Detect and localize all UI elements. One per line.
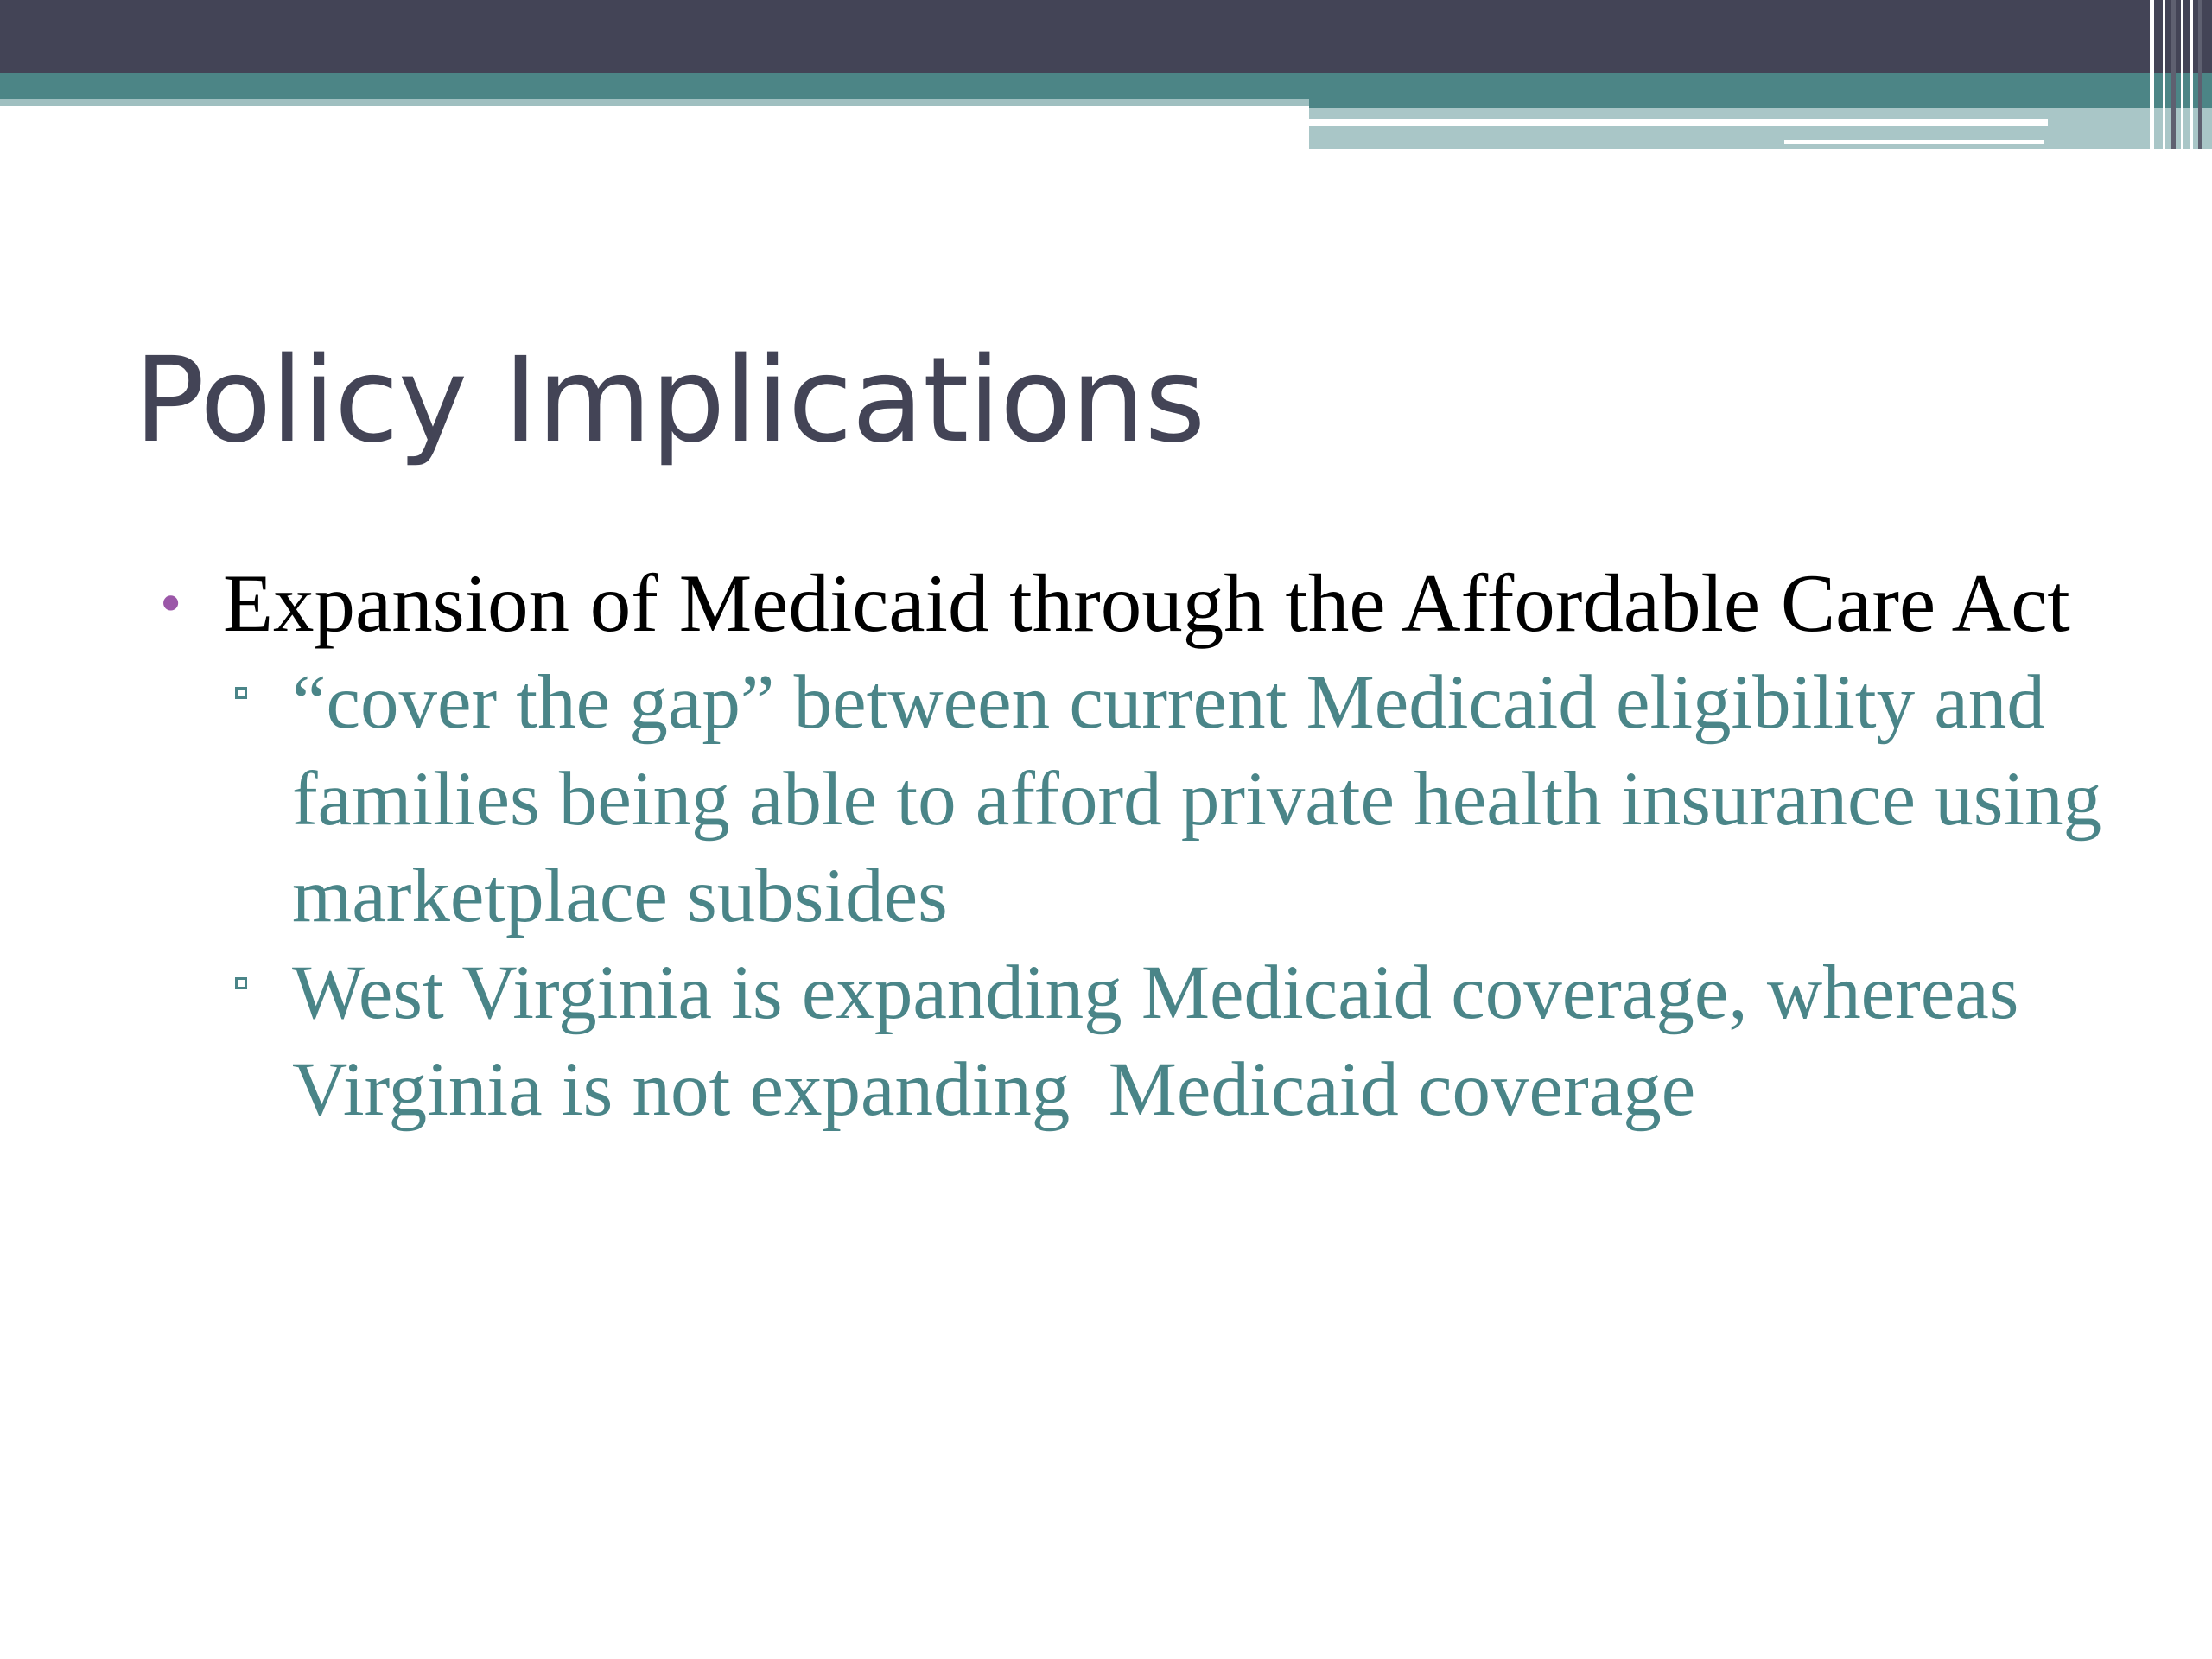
header-bar-teal <box>0 73 1309 99</box>
header-stripe <box>2150 0 2154 149</box>
square-bullet-icon <box>235 687 247 699</box>
header-line-white <box>1309 119 2048 126</box>
slide-body <box>160 553 2104 1138</box>
header-stripe <box>2171 0 2176 149</box>
bullet-dot-icon: • <box>160 569 182 638</box>
header-bar-teal-light <box>0 99 1309 106</box>
sub-bullet-text: West Virginia is expanding Medicaid coverage, whereas Virginia is not expanding Medicaid coverage <box>292 950 2037 1132</box>
sub-bullet-text: “cover the gap” between current Medicaid eligibility and families being able to afford private health insurance using marketplace subsides <box>292 660 2102 938</box>
sub-bullet-item <box>160 654 2104 944</box>
sub-bullet-item <box>160 944 2104 1138</box>
header-stripe <box>2190 0 2193 149</box>
bullet-item <box>160 553 2104 654</box>
header-stripe <box>2198 0 2202 149</box>
bullet-text: Expansion of Medicaid through the Affordable Care Act <box>223 557 2070 649</box>
header-line-white-short <box>1784 140 2044 144</box>
header-bar-teal-right <box>1309 73 2212 108</box>
header-bar-light-right <box>1309 108 2212 149</box>
slide-title: Policy Implications <box>134 333 1205 469</box>
square-bullet-icon <box>235 977 247 989</box>
header-stripe <box>2163 0 2165 149</box>
header-bar-dark <box>0 0 2212 73</box>
sub-bullet-list <box>160 654 2104 1138</box>
header-stripe <box>2181 0 2183 149</box>
